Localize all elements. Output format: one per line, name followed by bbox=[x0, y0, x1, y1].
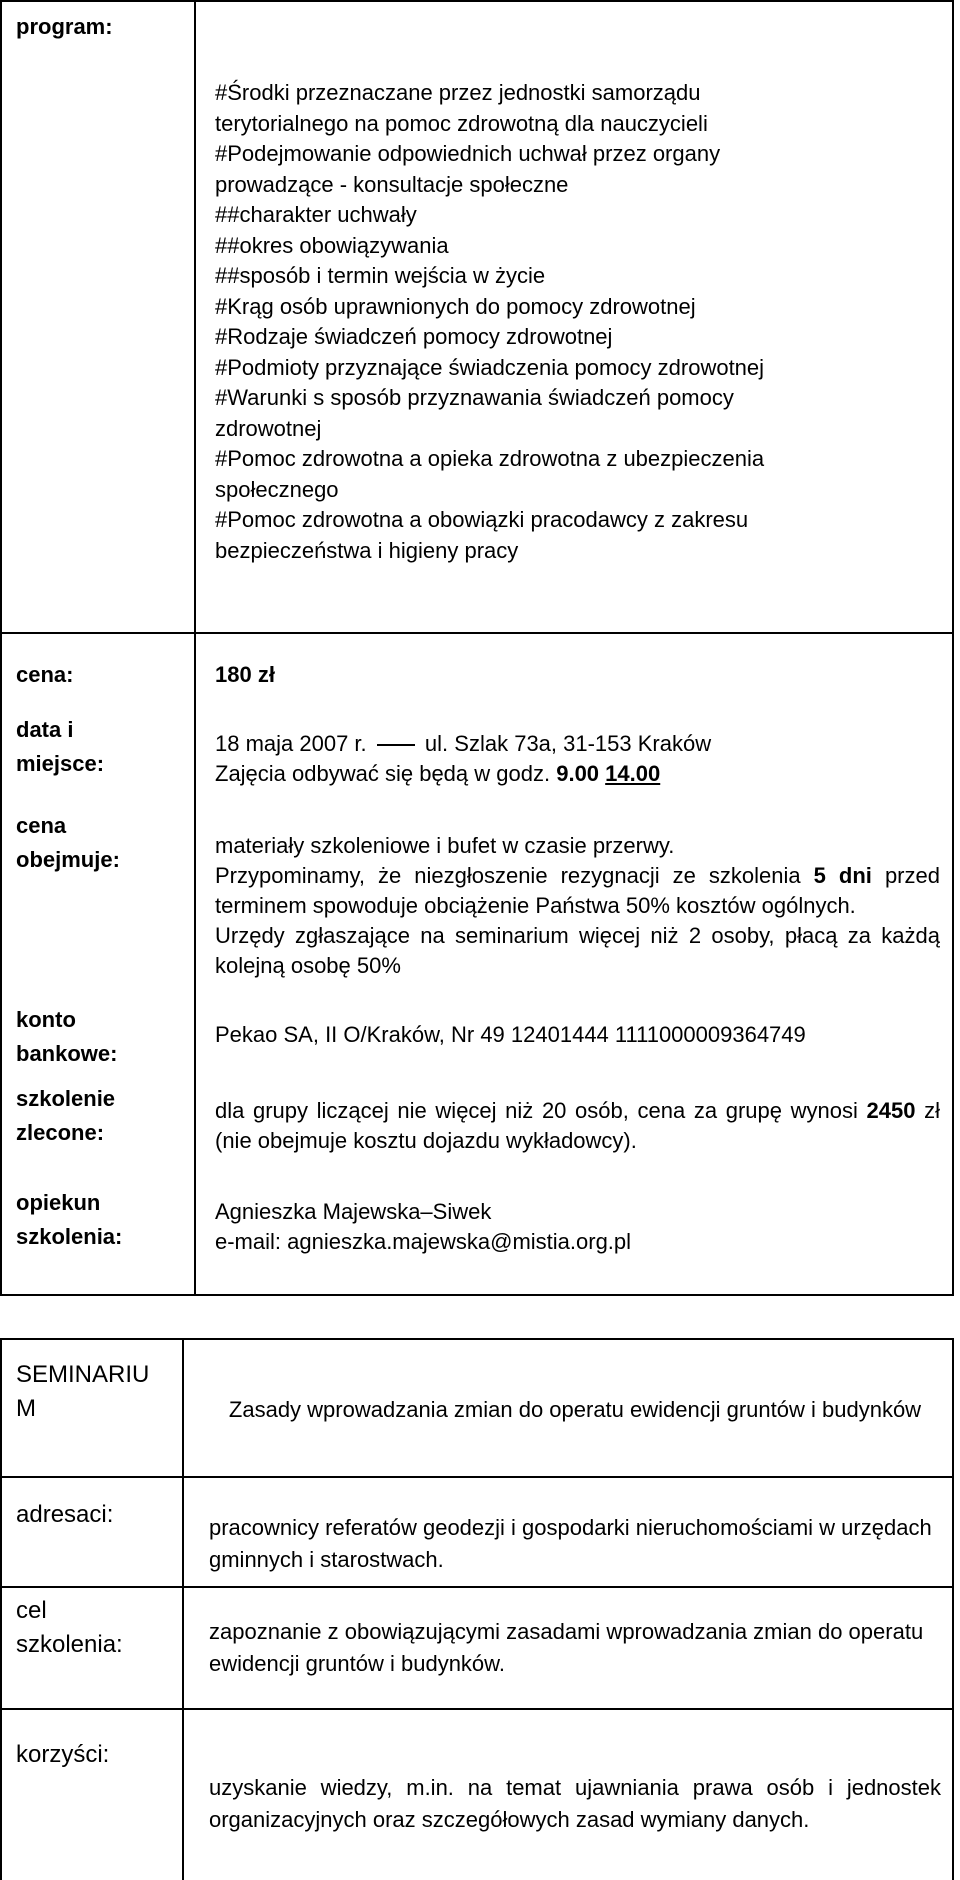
program-line: #Warunki s sposób przyznawania świadczeń pomocy bbox=[215, 385, 734, 410]
program-line: #Pomoc zdrowotna a obowiązki pracodawcy z zakresu bbox=[215, 507, 749, 532]
program-line: prowadzące - konsultacje społeczne bbox=[215, 171, 569, 197]
date-text: 18 maja 2007 r. bbox=[215, 731, 367, 756]
goal-label: cel szkolenia: bbox=[16, 1597, 123, 1658]
program-line: #Środki przeznaczane przez jednostki samorządu bbox=[215, 80, 701, 105]
program-list bbox=[215, 78, 764, 566]
date-place-label: data i miejsce: bbox=[16, 717, 105, 776]
price-label: cena: bbox=[16, 662, 74, 687]
recipients-label: adresaci: bbox=[16, 1501, 114, 1528]
program-line: #Podmioty przyznające świadczenia pomocy zdrowotnej bbox=[215, 354, 765, 380]
program-line: ##sposób i termin wejścia w życie bbox=[215, 263, 546, 288]
benefits-value: uzyskanie wiedzy, m.in. na temat ujawniania prawa osób i jednostek organizacyjnych oraz szczegółowych zasad wymiany danych. bbox=[209, 1775, 941, 1832]
row-divider bbox=[2, 1586, 952, 1588]
guardian-value bbox=[215, 1197, 940, 1257]
date-place-value: 18 maja 2007 r. ul. Szlak 73a, 31-153 Kraków Zajęcia odbywać się będą w godz. 9.00 14.00 bbox=[215, 731, 712, 786]
row-divider bbox=[2, 1476, 952, 1478]
program-line: #Rodzaje świadczeń pomocy zdrowotnej bbox=[215, 324, 613, 349]
guardian-email[interactable]: e-mail: agnieszka.majewska@mistia.org.pl bbox=[215, 1229, 632, 1254]
row-divider bbox=[2, 1708, 952, 1710]
includes-value: materiały szkoleniowe i bufet w czasie przerwy. Przypominamy, że niezgłoszenie rezygnacji ze szkolenia 5 dni przed terminem spowoduje obciążenie Państwa 50% kosztów ogólnych. Urzędy zgłaszające na seminarium więcej niż 2 osoby, płacą za każdą kolejną osobę 50% bbox=[215, 833, 940, 978]
program-line: ##okres obowiązywania bbox=[215, 232, 449, 258]
seminar-label: SEMINARIU M bbox=[16, 1361, 150, 1422]
guardian-name: Agnieszka Majewska–Siwek bbox=[215, 1199, 492, 1224]
goal-value: zapoznanie z obowiązującymi zasadami wprowadzania zmian do operatu ewidencji gruntów i budynków. bbox=[209, 1619, 924, 1676]
price-value: 180 zł bbox=[215, 662, 275, 687]
bank-label: konto bankowe: bbox=[16, 1007, 118, 1066]
program-line: zdrowotnej bbox=[215, 415, 322, 441]
row-divider bbox=[2, 632, 952, 634]
program-line: terytorialnego na pomoc zdrowotną dla nauczycieli bbox=[215, 110, 708, 136]
column-divider bbox=[194, 2, 196, 1294]
program-line: ##charakter uchwały bbox=[215, 202, 417, 227]
bank-account-value: Pekao SA, II O/Kraków, Nr 49 12401444 1111000009364749 bbox=[215, 1022, 806, 1047]
program-line: #Pomoc zdrowotna a opieka zdrowotna z ubezpieczenia bbox=[215, 446, 765, 471]
column-divider bbox=[182, 1340, 184, 1880]
guardian-label: opiekun szkolenia: bbox=[16, 1190, 123, 1249]
includes-label: cena obejmuje: bbox=[16, 813, 120, 872]
recipients-value: pracownicy referatów geodezji i gospodarki nieruchomościami w urzędach gminnych i starostwach. bbox=[209, 1515, 932, 1572]
commissioned-label: szkolenie zlecone: bbox=[16, 1086, 116, 1145]
program-line: #Podejmowanie odpowiednich uchwał przez organy bbox=[215, 141, 721, 166]
seminar-title: Zasady wprowadzania zmian do operatu ewidencji gruntów i budynków bbox=[228, 1397, 922, 1422]
program-line: bezpieczeństwa i higieny pracy bbox=[215, 537, 519, 563]
commissioned-value: dla grupy liczącej nie więcej niż 20 osób, cena za grupę wynosi 2450 zł (nie obejmuje kosztu dojazdu wykładowcy). bbox=[215, 1098, 940, 1153]
dash-line bbox=[377, 744, 415, 746]
program-line: #Krąg osób uprawnionych do pomocy zdrowotnej bbox=[215, 293, 696, 319]
address-text: Szlak 73a, 31-153 Kraków bbox=[454, 731, 712, 756]
benefits-label: korzyści: bbox=[16, 1741, 110, 1768]
program-line: społecznego bbox=[215, 476, 339, 502]
seminar-table bbox=[0, 1338, 954, 1880]
program-label: program: bbox=[16, 14, 113, 39]
